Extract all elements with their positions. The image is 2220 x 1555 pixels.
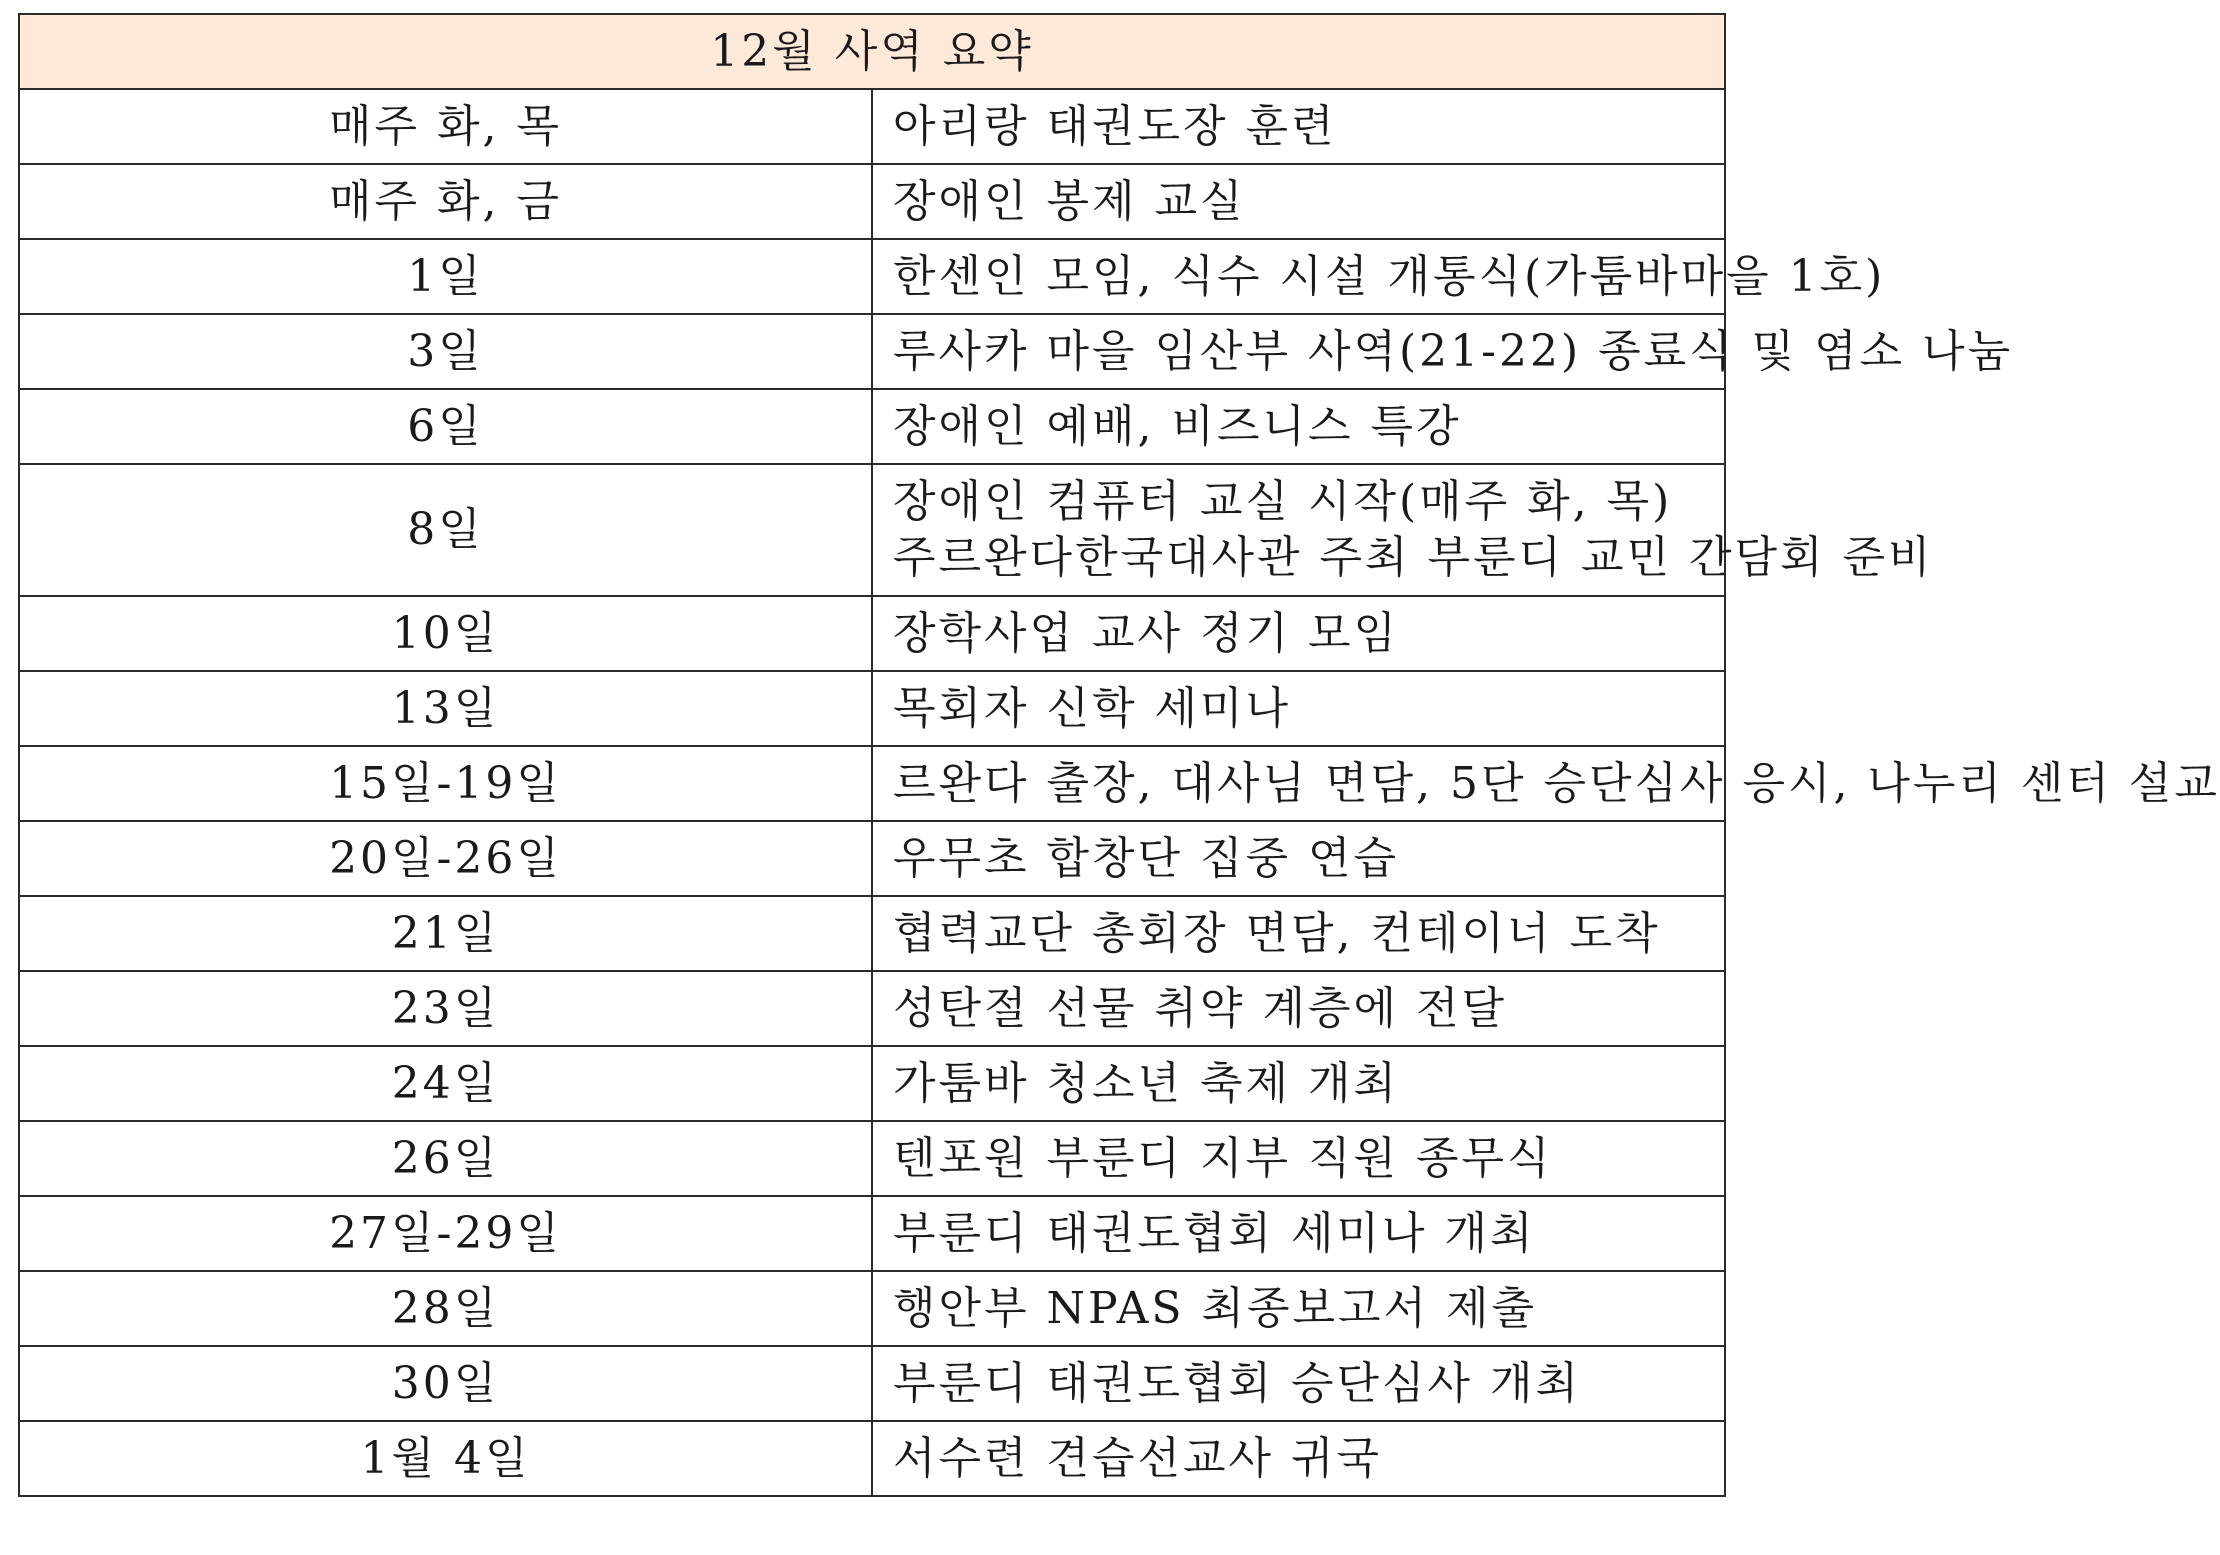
date-cell: 매주 화, 금: [19, 164, 872, 239]
date-cell: 28일: [19, 1271, 872, 1346]
table-row: [19, 896, 1725, 971]
table-row: [19, 1196, 1725, 1271]
activity-text: 주르완다한국대사관 주최 부룬디 교민 간담회 준비: [893, 532, 1934, 583]
table-row: [19, 821, 1725, 896]
date-cell: 1일: [19, 239, 872, 314]
date-cell: 매주 화, 목: [19, 89, 872, 164]
date-cell: 26일: [19, 1121, 872, 1196]
activity-text: 텐포원 부룬디 지부 직원 종무식: [893, 1132, 1553, 1184]
table-row: [19, 596, 1725, 671]
activity-text: 우무초 합창단 집중 연습: [893, 832, 1399, 884]
activity-text: 르완다 출장, 대사님 면담, 5단 승단심사 응시, 나누리 센터 설교: [893, 757, 2220, 809]
activity-text: 부룬디 태권도협회 승단심사 개최: [893, 1357, 1582, 1409]
table-row: [19, 239, 1725, 314]
activity-cell: [872, 1046, 1725, 1121]
table-row: [19, 671, 1725, 746]
date-cell: 8일: [19, 464, 872, 596]
date-cell: 24일: [19, 1046, 872, 1121]
activity-cell: [872, 1121, 1725, 1196]
date-cell: 10일: [19, 596, 872, 671]
activity-cell: [872, 1271, 1725, 1346]
activity-cell: [872, 746, 2220, 821]
activity-cell: [872, 389, 1725, 464]
activity-cell: [872, 896, 1725, 971]
table-body: [19, 89, 2220, 1496]
ministry-summary-table: [18, 13, 2220, 1497]
table-row: [19, 1346, 1725, 1421]
activity-text: 아리랑 태권도장 훈련: [893, 100, 1337, 152]
table-row: [19, 971, 1725, 1046]
activity-cell: [872, 1346, 1725, 1421]
activity-cell: [872, 314, 2014, 389]
table-row: [19, 1271, 1725, 1346]
date-cell: 1월 4일: [19, 1421, 872, 1496]
activity-cell: [872, 971, 1725, 1046]
activity-cell: [872, 821, 1725, 896]
table-row: [19, 314, 1725, 389]
table-row: [19, 1046, 1725, 1121]
table-row: [19, 1121, 1725, 1196]
date-cell: 3일: [19, 314, 872, 389]
date-cell: 15일-19일: [19, 746, 872, 821]
activity-text: 서수련 견습선교사 귀국: [893, 1432, 1383, 1484]
date-cell: 21일: [19, 896, 872, 971]
table-row: [19, 464, 1725, 596]
activity-text: 협력교단 총회장 면담, 컨테이너 도착: [893, 907, 1661, 959]
date-cell: 23일: [19, 971, 872, 1046]
activity-text: 목회자 신학 세미나: [893, 682, 1292, 734]
table-row: [19, 89, 1725, 164]
table-row: [19, 164, 1725, 239]
activity-cell: [872, 671, 1725, 746]
date-cell: 27일-29일: [19, 1196, 872, 1271]
activity-text: 성탄절 선물 취약 계층에 전달: [893, 982, 1507, 1034]
table-row: [19, 1421, 1725, 1496]
activity-cell: [872, 239, 1886, 314]
date-cell: 13일: [19, 671, 872, 746]
activity-cell: [872, 464, 1934, 596]
date-cell: 6일: [19, 389, 872, 464]
activity-cell: [872, 1196, 1725, 1271]
activity-text: 장애인 컴퓨터 교실 시작(매주 화, 목): [893, 476, 1673, 527]
date-cell: 30일: [19, 1346, 872, 1421]
activity-cell: [872, 89, 1725, 164]
activity-text: 장학사업 교사 정기 모임: [893, 607, 1399, 659]
date-cell: 20일-26일: [19, 821, 872, 896]
table-header-row: [19, 14, 1725, 89]
activity-text: 부룬디 태권도협회 세미나 개최: [893, 1207, 1536, 1259]
activity-text: 루사카 마을 임산부 사역(21-22) 종료식 및 염소 나눔: [893, 325, 2014, 377]
activity-text: 한센인 모임, 식수 시설 개통식(가툼바마을 1호): [893, 250, 1886, 302]
activity-cell: [872, 596, 1725, 671]
activity-text: 가툼바 청소년 축제 개최: [893, 1057, 1399, 1109]
table-row: [19, 389, 1725, 464]
table-title: 12월 사역 요약: [19, 14, 1725, 89]
table-row: [19, 746, 1725, 821]
activity-text: 장애인 봉제 교실: [893, 175, 1246, 227]
activity-cell: [872, 164, 1725, 239]
activity-text: 장애인 예배, 비즈니스 특강: [893, 400, 1462, 452]
activity-text: 행안부 NPAS 최종보고서 제출: [893, 1282, 1537, 1334]
activity-cell: [872, 1421, 1725, 1496]
